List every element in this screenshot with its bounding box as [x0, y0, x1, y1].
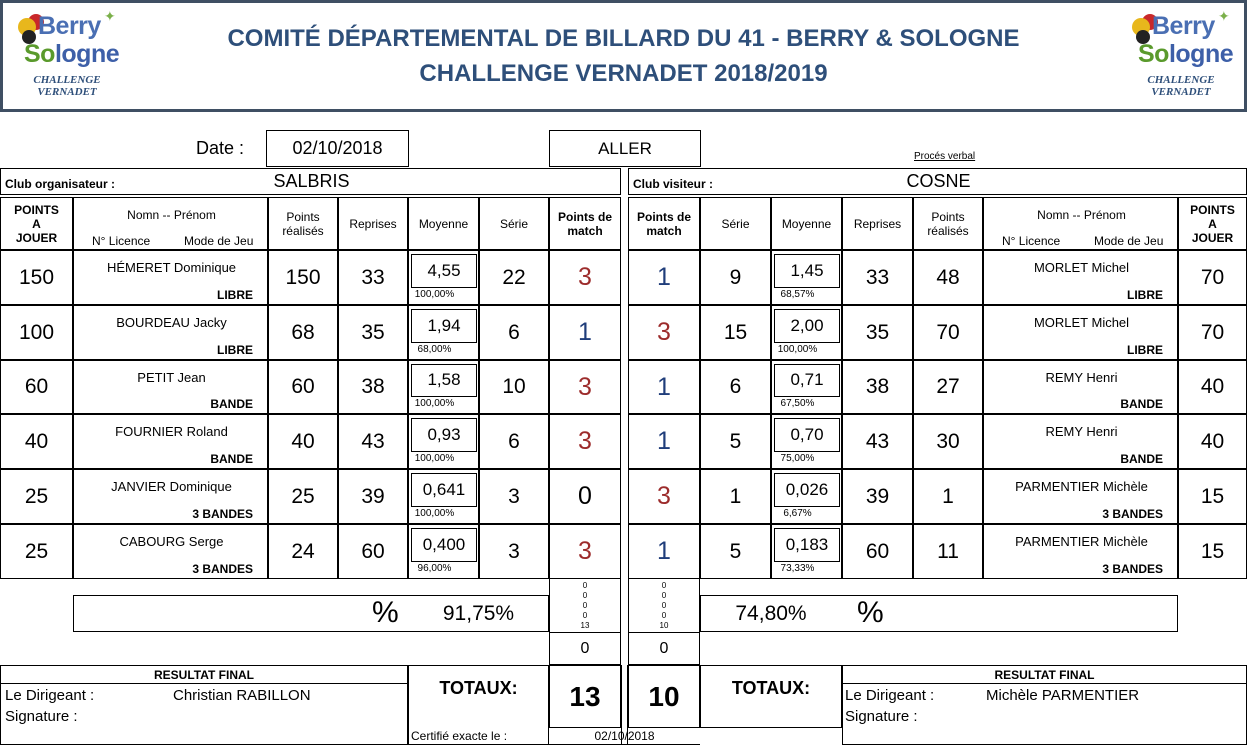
club-visiteur-box: Club visiteur : COSNE	[628, 168, 1247, 195]
header-banner	[0, 0, 1247, 112]
moyenne-cell	[408, 469, 479, 524]
home-dirigeant-name: Christian RABILLON	[173, 687, 311, 704]
moyenne-value: 4,55	[411, 254, 477, 288]
col-moyenne: Moyenne	[771, 197, 842, 250]
serie-cell: 22	[479, 250, 549, 305]
points-realises-cell: 24	[268, 524, 338, 579]
points-de-match-cell: 1	[628, 360, 700, 414]
player-cell	[73, 524, 268, 579]
player-name: PARMENTIER Michèle	[1015, 479, 1148, 494]
moyenne-cell	[408, 524, 479, 579]
reprises-cell: 60	[338, 524, 408, 579]
moyenne-value: 0,71	[774, 364, 840, 397]
points-de-match-cell: 3	[549, 524, 621, 579]
mode-de-jeu: LIBRE	[217, 288, 253, 302]
club-organisateur: SALBRIS	[273, 171, 350, 191]
points-a-jouer-cell: 25	[0, 469, 73, 524]
player-cell	[983, 524, 1178, 579]
player-name: HÉMERET Dominique	[106, 260, 237, 275]
moyenne-cell	[771, 305, 842, 360]
proces-verbal-link[interactable]: Procés verbal	[914, 151, 976, 162]
points-a-jouer-cell: 40	[0, 414, 73, 469]
points-de-match-cell: 3	[628, 469, 700, 524]
moyenne-percent: 6,67%	[783, 508, 812, 519]
moyenne-value: 1,58	[411, 364, 477, 397]
points-realises-cell: 25	[268, 469, 338, 524]
mode-de-jeu: BANDE	[1120, 452, 1163, 466]
points-a-jouer-cell: 150	[0, 250, 73, 305]
moyenne-value: 0,400	[411, 528, 477, 562]
moyenne-cell	[771, 414, 842, 469]
reprises-cell: 33	[842, 250, 913, 305]
points-a-jouer-cell: 70	[1178, 250, 1247, 305]
mode-de-jeu: BANDE	[1120, 397, 1163, 411]
player-cell	[983, 250, 1178, 305]
home-mini-stack: 0 0 0 0 13	[549, 579, 621, 632]
serie-cell: 3	[479, 524, 549, 579]
home-resultat-box: RESULTAT FINAL Le Dirigeant : Christian RABILLON Signature :	[0, 665, 408, 745]
points-a-jouer-cell: 70	[1178, 305, 1247, 360]
moyenne-cell	[408, 414, 479, 469]
moyenne-value: 1,94	[411, 309, 477, 343]
reprises-cell: 35	[338, 305, 408, 360]
points-de-match-cell: 3	[549, 414, 621, 469]
home-global-percent: 91,75%	[442, 601, 515, 625]
serie-cell: 6	[700, 360, 771, 414]
mode-de-jeu: BANDE	[210, 397, 253, 411]
player-cell	[73, 250, 268, 305]
reprises-cell: 43	[338, 414, 408, 469]
points-a-jouer-cell: 15	[1178, 469, 1247, 524]
date-label: Date :	[195, 138, 245, 158]
points-realises-cell: 40	[268, 414, 338, 469]
points-a-jouer-cell: 100	[0, 305, 73, 360]
player-name: CABOURG Serge	[119, 534, 224, 549]
serie-cell: 3	[479, 469, 549, 524]
player-name: BOURDEAU Jacky	[116, 315, 227, 330]
phase-label: ALLER	[549, 130, 701, 167]
points-a-jouer-cell: 15	[1178, 524, 1247, 579]
player-cell	[73, 360, 268, 414]
player-name: PETIT Jean	[137, 370, 206, 385]
points-realises-cell: 70	[913, 305, 983, 360]
serie-cell: 5	[700, 414, 771, 469]
col-points-de-match: Points de match	[549, 197, 621, 250]
visit-resultat-box: RESULTAT FINAL Le Dirigeant : Michèle PARMENTIER Signature :	[842, 665, 1247, 745]
moyenne-percent: 100,00%	[414, 508, 455, 519]
visit-mini-stack: 0 0 0 0 10	[628, 579, 700, 632]
moyenne-value: 0,70	[774, 418, 840, 452]
points-de-match-cell: 1	[628, 414, 700, 469]
player-name: REMY Henri	[1045, 370, 1118, 385]
points-realises-cell: 68	[268, 305, 338, 360]
points-de-match-cell: 1	[549, 305, 621, 360]
moyenne-percent: 75,00%	[780, 453, 815, 464]
home-zero-cell: 0	[549, 632, 621, 665]
moyenne-value: 2,00	[774, 309, 840, 343]
moyenne-cell	[771, 360, 842, 414]
points-de-match-cell: 3	[549, 360, 621, 414]
moyenne-cell	[408, 305, 479, 360]
moyenne-percent: 73,33%	[780, 563, 815, 574]
points-realises-cell: 48	[913, 250, 983, 305]
serie-cell: 9	[700, 250, 771, 305]
col-serie: Série	[700, 197, 771, 250]
mode-de-jeu: BANDE	[210, 452, 253, 466]
moyenne-percent: 68,00%	[417, 344, 452, 355]
moyenne-cell	[771, 524, 842, 579]
mode-de-jeu: 3 BANDES	[1102, 562, 1163, 576]
club-organisateur-box: Club organisateur : SALBRIS	[0, 168, 621, 195]
logo-star-icon: ✦	[104, 8, 116, 24]
reprises-cell: 38	[338, 360, 408, 414]
moyenne-value: 0,026	[774, 473, 840, 507]
berry-sologne-logo-left: ✦ Berry Sologne CHALLENGE VERNADET	[8, 8, 126, 103]
player-name: PARMENTIER Michèle	[1015, 534, 1148, 549]
col-serie: Série	[479, 197, 549, 250]
visit-dirigeant-name: Michèle PARMENTIER	[986, 687, 1140, 704]
player-cell	[983, 414, 1178, 469]
reprises-cell: 60	[842, 524, 913, 579]
visit-total: 10	[628, 665, 700, 728]
moyenne-value: 0,93	[411, 418, 477, 452]
points-a-jouer-cell: 60	[0, 360, 73, 414]
col-points-de-match: Points de match	[628, 197, 700, 250]
col-points-a-jouer: POINTS A JOUER	[0, 197, 73, 250]
reprises-cell: 38	[842, 360, 913, 414]
moyenne-value: 1,45	[774, 254, 840, 288]
col-moyenne: Moyenne	[408, 197, 479, 250]
date-field: 02/10/2018	[266, 130, 409, 167]
moyenne-value: 0,641	[411, 473, 477, 507]
player-cell	[73, 305, 268, 360]
mode-de-jeu: LIBRE	[1127, 343, 1163, 357]
moyenne-percent: 96,00%	[417, 563, 452, 574]
reprises-cell: 43	[842, 414, 913, 469]
points-realises-cell: 150	[268, 250, 338, 305]
points-realises-cell: 27	[913, 360, 983, 414]
reprises-cell: 35	[842, 305, 913, 360]
moyenne-value: 0,183	[774, 528, 840, 562]
points-realises-cell: 1	[913, 469, 983, 524]
visit-totaux-box: TOTAUX:	[700, 665, 842, 728]
player-name: MORLET Michel	[1033, 315, 1130, 330]
moyenne-cell	[771, 250, 842, 305]
mode-de-jeu: 3 BANDES	[1102, 507, 1163, 521]
points-de-match-cell: 1	[628, 250, 700, 305]
moyenne-cell	[771, 469, 842, 524]
moyenne-percent: 68,57%	[780, 289, 815, 300]
player-cell	[73, 414, 268, 469]
serie-cell: 1	[700, 469, 771, 524]
points-de-match-cell: 0	[549, 469, 621, 524]
visit-global-percent: 74,80%	[735, 601, 807, 625]
col-points-realises: Points réalisés	[268, 197, 338, 250]
points-realises-cell: 60	[268, 360, 338, 414]
home-total: 13	[549, 665, 621, 728]
serie-cell: 6	[479, 414, 549, 469]
moyenne-percent: 100,00%	[414, 398, 455, 409]
player-name: FOURNIER Roland	[115, 424, 228, 439]
player-name: MORLET Michel	[1033, 260, 1130, 275]
col-reprises: Reprises	[338, 197, 408, 250]
col-reprises: Reprises	[842, 197, 913, 250]
serie-cell: 10	[479, 360, 549, 414]
moyenne-cell	[408, 360, 479, 414]
reprises-cell: 39	[338, 469, 408, 524]
berry-sologne-logo-right: ✦ Berry Sologne CHALLENGE VERNADET	[1122, 8, 1240, 103]
logo-star-icon: ✦	[1218, 8, 1230, 24]
points-de-match-cell: 1	[628, 524, 700, 579]
moyenne-percent: 100,00%	[414, 289, 455, 300]
home-totaux-box: TOTAUX: Certifié exacte le :	[408, 665, 549, 745]
mode-de-jeu: LIBRE	[217, 343, 253, 357]
col-points-a-jouer: POINTS A JOUER	[1178, 197, 1247, 250]
points-realises-cell: 11	[913, 524, 983, 579]
player-name: JANVIER Dominique	[111, 479, 232, 494]
points-de-match-cell: 3	[549, 250, 621, 305]
col-nom-prenom: Nomn -- Prénom N° Licence Mode de Jeu	[73, 197, 268, 250]
page-subtitle: CHALLENGE VERNADET 2018/2019	[419, 60, 828, 87]
club-visiteur: COSNE	[906, 171, 971, 191]
mode-de-jeu: LIBRE	[1127, 288, 1163, 302]
col-points-realises: Points réalisés	[913, 197, 983, 250]
page-title: COMITÉ DÉPARTEMENTAL DE BILLARD DU 41 - BERRY & SOLOGNE	[227, 25, 1020, 52]
moyenne-percent: 67,50%	[780, 398, 815, 409]
col-nom-prenom: Nomn -- Prénom N° Licence Mode de Jeu	[983, 197, 1178, 250]
reprises-cell: 39	[842, 469, 913, 524]
certifie-date: 02/10/2018	[594, 729, 655, 743]
player-cell	[73, 469, 268, 524]
player-cell	[983, 469, 1178, 524]
player-cell	[983, 360, 1178, 414]
moyenne-cell	[408, 250, 479, 305]
points-a-jouer-cell: 25	[0, 524, 73, 579]
points-de-match-cell: 3	[628, 305, 700, 360]
points-realises-cell: 30	[913, 414, 983, 469]
moyenne-percent: 100,00%	[414, 453, 455, 464]
moyenne-percent: 100,00%	[777, 344, 818, 355]
mode-de-jeu: 3 BANDES	[192, 507, 253, 521]
serie-cell: 6	[479, 305, 549, 360]
points-a-jouer-cell: 40	[1178, 360, 1247, 414]
mode-de-jeu: 3 BANDES	[192, 562, 253, 576]
visit-zero-cell: 0	[628, 632, 700, 665]
serie-cell: 15	[700, 305, 771, 360]
reprises-cell: 33	[338, 250, 408, 305]
player-name: REMY Henri	[1045, 424, 1118, 439]
serie-cell: 5	[700, 524, 771, 579]
player-cell	[983, 305, 1178, 360]
percent-sign: %	[857, 596, 884, 629]
percent-sign: %	[372, 596, 399, 629]
points-a-jouer-cell: 40	[1178, 414, 1247, 469]
